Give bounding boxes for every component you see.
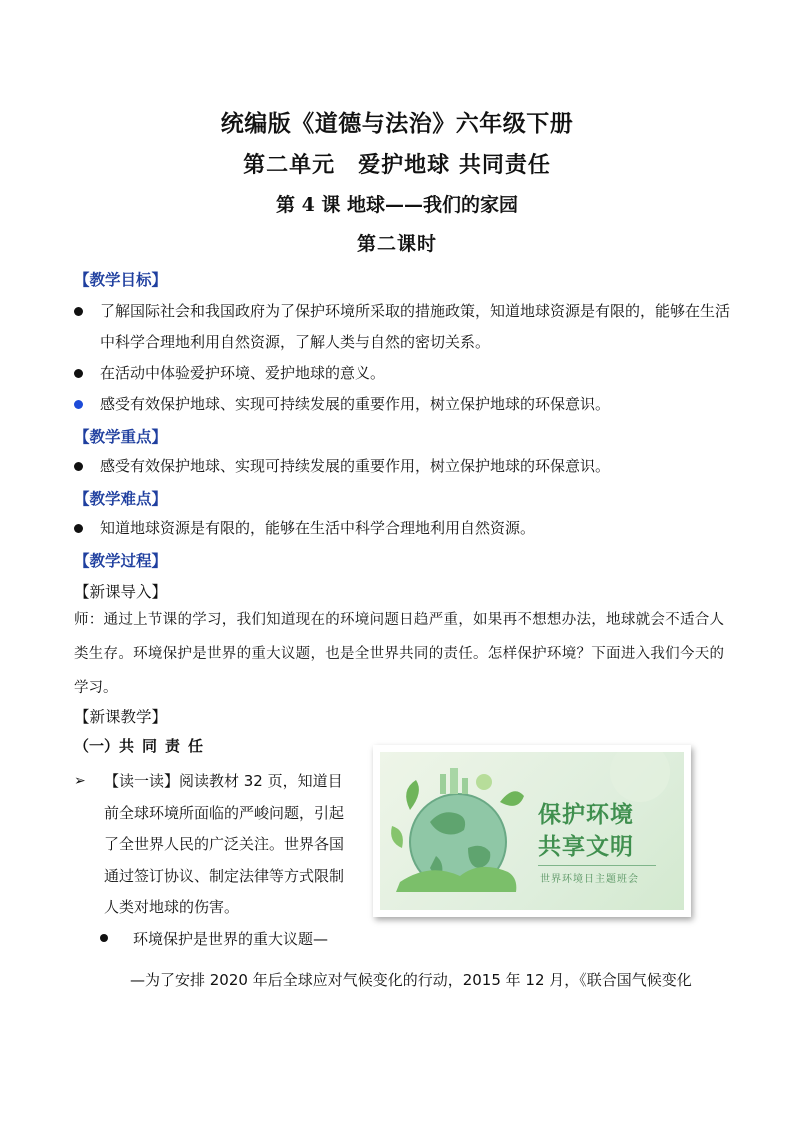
unit-title: 第二单元 爱护地球 共同责任 [243,152,551,178]
lesson-title: 第 4 课 地球——我们的家园 [275,194,519,216]
bullet-icon [74,462,83,471]
objective-item: 了解国际社会和我国政府为了保护环境所采取的措施政策，知道地球资源是有限的，能够在生活中科学合理地利用自然资源，了解人类与自然的密切关系。 [74,296,734,358]
intro-heading: 【新课导入】 [74,583,168,601]
illustration-canvas [380,752,684,910]
key-points-heading: 【教学重点】 [74,428,168,446]
image-caption: 世界环境日主题班会 [540,874,639,885]
image-headline-2: 共享文明 [538,834,634,860]
image-divider [538,865,656,866]
intro-paragraph: 师：通过上节课的学习，我们知道现在的环境问题日趋严重，如果再不想想办法，地球就会不适合人类生存。环境保护是世界的重大议题，也是全世界共同的责任。怎样保护环境？下面进入我们今天的学习。 [74,612,724,696]
bullet-icon [74,400,83,409]
continuation-text: —为了安排 2020 年后全球应对气候变化的行动，2015 年 12 月，《联合国气候变化 [130,971,692,989]
objective-item: 感受有效保护地球、实现可持续发展的重要作用，树立保护地球的环保意识。 [74,389,734,420]
read-activity: ➢ 【读一读】阅读教材 32 页，知道目前全球环境所面临的严峻问题，引起了全世界人民的广泛关注。世界各国通过签订协议、制定法律等方式限制人类对地球的伤害。 [74,766,354,924]
bullet-icon [74,307,83,316]
difficulties-heading: 【教学难点】 [74,490,168,508]
doc-title: 统编版《道德与法治》六年级下册 [220,110,574,137]
process-heading: 【教学过程】 [74,552,168,570]
globe-icon [380,752,684,910]
bullet-icon [100,934,108,942]
period-title: 第二课时 [356,233,437,255]
bullet-icon [74,369,83,378]
section-subtitle: （一）共同责任 [74,737,212,755]
key-point-item: 感受有效保护地球、实现可持续发展的重要作用，树立保护地球的环保意识。 [74,451,734,482]
image-headline-1: 保护环境 [538,802,634,828]
bullet-icon [74,524,83,533]
objective-item: 在活动中体验爱护环境、爱护地球的意义。 [74,358,734,389]
arrow-bullet-icon: ➢ [74,773,86,789]
new-lesson-heading: 【新课教学】 [74,708,168,726]
environment-illustration [373,745,691,917]
objectives-heading: 【教学目标】 [74,271,168,289]
topic-bullet: 环境保护是世界的重大议题— [100,928,328,949]
difficulty-item: 知道地球资源是有限的，能够在生活中科学合理地利用自然资源。 [74,513,734,544]
